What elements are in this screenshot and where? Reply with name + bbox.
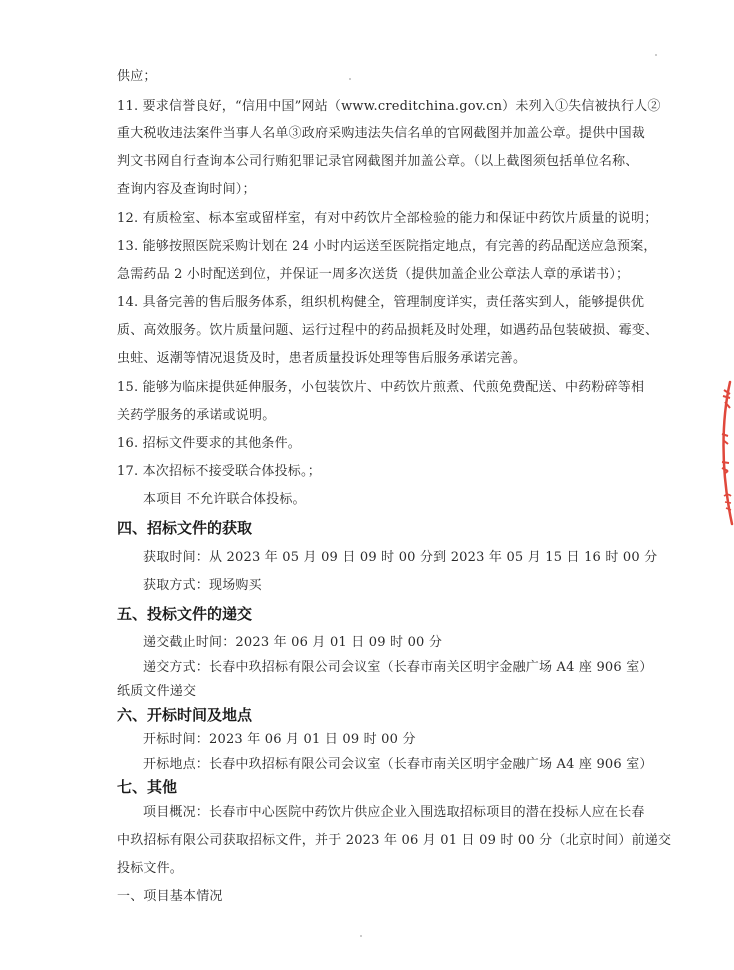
text-line: 15. 能够为临床提供延伸服务，小包装饮片、中药饮片煎煮、代煎免费配送、中药粉碎等相 <box>117 380 645 395</box>
text-line: 12. 有质检室、标本室或留样室，有对中药饮片全部检验的能力和保证中药饮片质量的说明； <box>117 211 658 226</box>
text-line: 急需药品 2 小时配送到位，并保证一周多次送货（提供加盖企业公章法人章的承诺书）； <box>117 267 630 282</box>
text-line: 递交方式：长春中玖招标有限公司会议室（长春市南关区明宇金融广场 A4 座 906 室） <box>143 660 653 675</box>
text-line: 开标地点：长春中玖招标有限公司会议室（长春市南关区明宇金融广场 A4 座 906 室） <box>143 757 653 772</box>
text-line: 获取方式：现场购买 <box>143 578 262 593</box>
scan-speck <box>360 935 362 937</box>
seal-stamp-icon <box>704 378 734 528</box>
text-line: 供应； <box>117 69 157 84</box>
text-line: 中玖招标有限公司获取招标文件，并于 2023 年 06 月 01 日 09 时 00 分（北京时间）前递交 <box>117 833 672 848</box>
text-line: 判文书网自行查询本公司行贿犯罪记录官网截图并加盖公章。（以上截图须包括单位名称、 <box>117 154 639 169</box>
text-line: 重大税收违法案件当事人名单③政府采购违法失信名单的官网截图并加盖公章。提供中国裁 <box>117 126 646 141</box>
section-heading: 五、投标文件的递交 <box>117 605 253 623</box>
text-line: 虫蛀、返潮等情况退货及时，患者质量投诉处理等售后服务承诺完善。 <box>117 351 527 366</box>
text-line: 16. 招标文件要求的其他条件。 <box>117 436 302 451</box>
text-line: 本项目 不允许联合体投标。 <box>143 492 306 507</box>
text-line: 获取时间：从 2023 年 05 月 09 日 09 时 00 分到 2023 年 05 月 15 日 16 时 00 分 <box>143 550 658 565</box>
text-line: 纸质文件递交 <box>117 684 197 699</box>
text-line: 项目概况：长春市中心医院中药饮片供应企业入围选取招标项目的潜在投标人应在长春 <box>143 805 645 820</box>
text-line: 17. 本次招标不接受联合体投标。； <box>117 464 321 479</box>
text-line: 开标时间：2023 年 06 月 01 日 09 时 00 分 <box>143 732 416 747</box>
text-line: 14. 具备完善的售后服务体系，组织机构健全，管理制度详实，责任落实到人，能够提供优 <box>117 295 645 310</box>
text-line: 一、项目基本情况 <box>117 889 223 904</box>
text-line: 关药学服务的承诺或说明。 <box>117 408 276 423</box>
scan-speck <box>655 54 657 56</box>
section-heading: 七、其他 <box>117 778 178 796</box>
section-heading: 四、招标文件的获取 <box>117 519 253 537</box>
text-line: 13. 能够按照医院采购计划在 24 小时内运送至医院指定地点，有完善的药品配送应急预案， <box>117 239 657 254</box>
text-line: 投标文件。 <box>117 861 184 876</box>
text-line: 质、高效服务。饮片质量问题、运行过程中的药品损耗及时处理，如遇药品包装破损、霉变、 <box>117 323 659 338</box>
text-line: 11. 要求信誉良好，“信用中国”网站（www.creditchina.gov.cn）未列入①失信被执行人② <box>117 99 661 114</box>
section-heading: 六、开标时间及地点 <box>117 706 253 724</box>
text-line: 查询内容及查询时间）； <box>117 182 256 197</box>
text-line: 递交截止时间：2023 年 06 月 01 日 09 时 00 分 <box>143 635 443 650</box>
scan-speck <box>349 78 351 80</box>
